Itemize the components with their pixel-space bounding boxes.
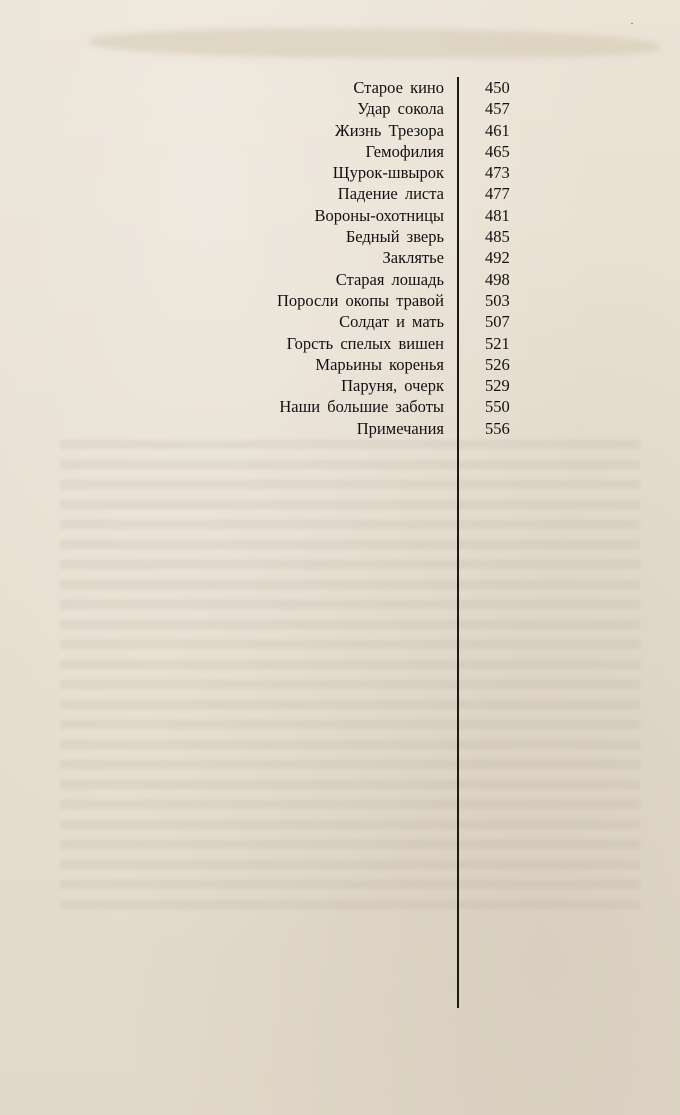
- toc-entry-title: Вороны-охотницы: [314, 205, 444, 225]
- toc-entry: [0, 311, 680, 332]
- toc-entry-page: 481: [485, 205, 510, 225]
- toc-entry: [0, 98, 680, 119]
- toc-entry: [0, 183, 680, 204]
- toc-entry: [0, 247, 680, 268]
- toc-entry-title: Падение листа: [337, 184, 444, 204]
- toc-entry-page: 507: [485, 312, 510, 332]
- column-divider: [457, 77, 459, 1008]
- toc-entry-title: Старая лошадь: [335, 269, 444, 289]
- toc-entry-page: 526: [485, 354, 510, 374]
- toc-entry-title: Солдат и мать: [339, 312, 444, 332]
- toc-entry-page: 521: [485, 333, 510, 353]
- toc-entry: [0, 77, 680, 98]
- toc-entry: [0, 354, 680, 375]
- toc-entry-page: 529: [485, 376, 510, 396]
- toc-entry-page: 492: [485, 248, 510, 268]
- toc-entry-title: Жизнь Трезора: [334, 120, 444, 140]
- toc-entry-title: Поросли окопы травой: [276, 290, 444, 310]
- toc-entry: [0, 333, 680, 354]
- toc-entry-title: Щурок-швырок: [332, 163, 444, 183]
- toc-entry-title: Наши большие заботы: [279, 397, 444, 417]
- toc-entry-page: 457: [485, 99, 510, 119]
- toc-entry-page: 485: [485, 227, 510, 247]
- toc-entry-page: 556: [485, 418, 510, 438]
- corner-mark: ·: [630, 16, 634, 30]
- toc-entry: [0, 120, 680, 141]
- toc-entry-title: Старое кино: [353, 78, 444, 97]
- toc-entry-page: 450: [485, 78, 510, 97]
- table-of-contents: [0, 77, 680, 439]
- toc-entry-title: Бедный зверь: [345, 227, 444, 247]
- toc-entry-page: 465: [485, 141, 510, 161]
- paper-stain: [90, 28, 660, 58]
- toc-entry: [0, 375, 680, 396]
- toc-entry: [0, 205, 680, 226]
- bleed-through-texture: [60, 440, 640, 920]
- toc-entry-title: Паруня, очерк: [341, 376, 444, 396]
- toc-entry: [0, 269, 680, 290]
- toc-entry-page: 461: [485, 120, 510, 140]
- toc-entry: [0, 290, 680, 311]
- toc-entry-page: 550: [485, 397, 510, 417]
- toc-entry-page: 473: [485, 163, 510, 183]
- toc-entry-page: 498: [485, 269, 510, 289]
- toc-entry: [0, 141, 680, 162]
- toc-entry: [0, 396, 680, 417]
- toc-entry-title: Марьины коренья: [315, 354, 444, 374]
- toc-entry-title: Гемофилия: [365, 141, 444, 161]
- toc-entry: [0, 226, 680, 247]
- toc-entry-title: Удар сокола: [357, 99, 444, 119]
- toc-entry-title: Заклятье: [382, 248, 444, 268]
- toc-entry-page: 477: [485, 184, 510, 204]
- toc-entry-title: Примечания: [356, 418, 444, 438]
- toc-entry-page: 503: [485, 290, 510, 310]
- toc-entry-title: Горсть спелых вишен: [286, 333, 444, 353]
- toc-entry: [0, 418, 680, 439]
- toc-entry: [0, 162, 680, 183]
